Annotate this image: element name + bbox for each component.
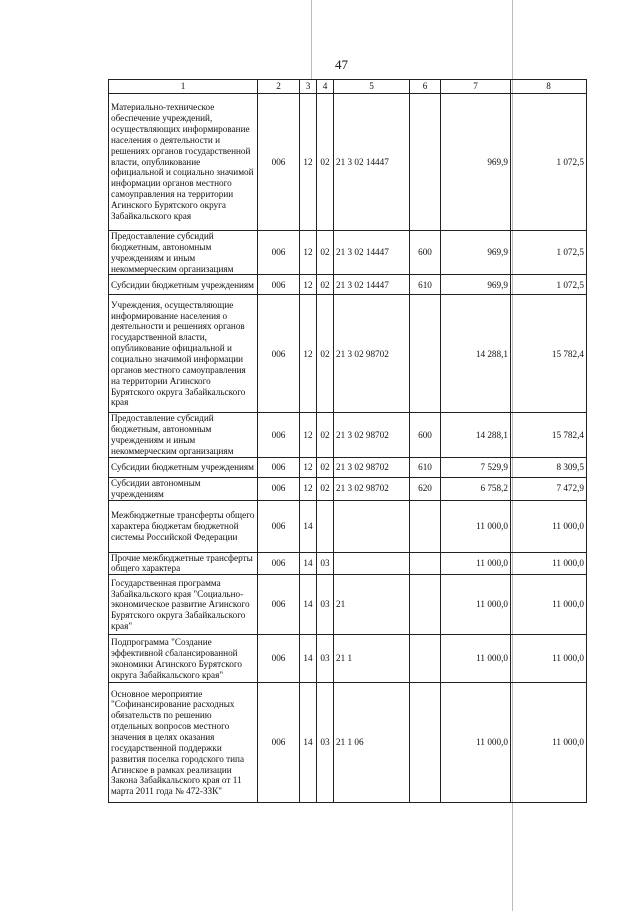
amount-year-2: 7 472,9 xyxy=(511,477,587,500)
expense-type-code: 610 xyxy=(410,457,441,477)
subsection-code xyxy=(317,500,334,552)
section-code: 12 xyxy=(300,295,317,413)
grbs-code: 006 xyxy=(258,552,300,575)
amount-year-1: 11 000,0 xyxy=(441,500,511,552)
table-row xyxy=(109,231,587,275)
target-article-code: 21 xyxy=(334,575,410,635)
table-row xyxy=(109,413,587,457)
row-name: Прочие межбюджетные трансферты общего характера xyxy=(109,552,258,575)
subsection-code: 02 xyxy=(317,295,334,413)
grbs-code: 006 xyxy=(258,275,300,295)
grbs-code: 006 xyxy=(258,457,300,477)
amount-year-2: 1 072,5 xyxy=(511,275,587,295)
section-code: 14 xyxy=(300,500,317,552)
amount-year-1: 969,9 xyxy=(441,94,511,231)
row-name: Предоставление субсидий бюджетным, автономным учреждениям и иным некоммерческим организациям xyxy=(109,231,258,275)
scan-edge-line xyxy=(311,0,312,80)
section-code: 12 xyxy=(300,94,317,231)
table-row xyxy=(109,552,587,575)
subsection-code: 03 xyxy=(317,552,334,575)
section-code: 12 xyxy=(300,231,317,275)
expense-type-code xyxy=(410,500,441,552)
row-name: Субсидии автономным учреждениям xyxy=(109,477,258,500)
amount-year-2: 1 072,5 xyxy=(511,94,587,231)
budget-table xyxy=(108,79,587,803)
row-name: Субсидии бюджетным учреждениям xyxy=(109,275,258,295)
grbs-code: 006 xyxy=(258,413,300,457)
subsection-code: 03 xyxy=(317,575,334,635)
amount-year-2: 11 000,0 xyxy=(511,552,587,575)
amount-year-2: 15 782,4 xyxy=(511,295,587,413)
subsection-code: 02 xyxy=(317,413,334,457)
target-article-code: 21 3 02 98702 xyxy=(334,295,410,413)
grbs-code: 006 xyxy=(258,683,300,803)
subsection-code: 02 xyxy=(317,94,334,231)
section-code: 14 xyxy=(300,635,317,683)
table-row xyxy=(109,635,587,683)
target-article-code: 21 3 02 14447 xyxy=(334,275,410,295)
amount-year-2: 8 309,5 xyxy=(511,457,587,477)
row-name: Материально-техническое обеспечение учреждений, осуществляющих информирование населения о деятельности и решениях органов государственной власти, опубликование официальной и социально значимой информации органов местного самоуправления на территории Агинского Бурятского округа Забайкальского края xyxy=(109,94,258,231)
target-article-code: 21 3 02 98702 xyxy=(334,477,410,500)
target-article-code: 21 1 xyxy=(334,635,410,683)
section-code: 12 xyxy=(300,457,317,477)
expense-type-code xyxy=(410,295,441,413)
section-code: 14 xyxy=(300,552,317,575)
column-header: 2 xyxy=(258,80,300,94)
amount-year-1: 14 288,1 xyxy=(441,413,511,457)
expense-type-code: 600 xyxy=(410,231,441,275)
row-name: Межбюджетные трансферты общего характера бюджетам бюджетной системы Российской Федерации xyxy=(109,500,258,552)
section-code: 12 xyxy=(300,275,317,295)
column-number-row xyxy=(109,80,587,94)
row-name: Основное мероприятие "Софинансирование расходных обязательств по решению отдельных вопросов местного значения в целях оказания государственной поддержки развития поселка городского типа Агинское в рамках реализации Закона Забайкальского края от 11 марта 2011 года № 472-ЗЗК" xyxy=(109,683,258,803)
subsection-code: 02 xyxy=(317,275,334,295)
column-header: 7 xyxy=(441,80,511,94)
target-article-code xyxy=(334,500,410,552)
grbs-code: 006 xyxy=(258,635,300,683)
table-row xyxy=(109,575,587,635)
column-header: 8 xyxy=(511,80,587,94)
section-code: 14 xyxy=(300,575,317,635)
section-code: 14 xyxy=(300,683,317,803)
table-row xyxy=(109,457,587,477)
expense-type-code: 600 xyxy=(410,413,441,457)
amount-year-2: 15 782,4 xyxy=(511,413,587,457)
column-header: 5 xyxy=(334,80,410,94)
amount-year-1: 6 758,2 xyxy=(441,477,511,500)
expense-type-code xyxy=(410,635,441,683)
subsection-code: 02 xyxy=(317,477,334,500)
row-name: Государственная программа Забайкальского края "Социально-экономическое развитие Агинского Бурятского округа Забайкальского края" xyxy=(109,575,258,635)
table-row xyxy=(109,94,587,231)
subsection-code: 03 xyxy=(317,635,334,683)
row-name: Предоставление субсидий бюджетным, автономным учреждениям и иным некоммерческим организациям xyxy=(109,413,258,457)
column-header: 1 xyxy=(109,80,258,94)
expense-type-code xyxy=(410,575,441,635)
section-code: 12 xyxy=(300,477,317,500)
subsection-code: 03 xyxy=(317,683,334,803)
amount-year-2: 1 072,5 xyxy=(511,231,587,275)
page-number: 47 xyxy=(335,57,348,72)
grbs-code: 006 xyxy=(258,94,300,231)
row-name: Субсидии бюджетным учреждениям xyxy=(109,457,258,477)
expense-type-code xyxy=(410,94,441,231)
target-article-code xyxy=(334,552,410,575)
target-article-code: 21 3 02 98702 xyxy=(334,413,410,457)
row-name: Учреждения, осуществляющие информирование населения о деятельности и решениях органов государственной власти, опубликование официальной и социально значимой информации органов местного самоуправления на территории Агинского Бурятского округа Забайкальского края xyxy=(109,295,258,413)
grbs-code: 006 xyxy=(258,295,300,413)
table-row xyxy=(109,295,587,413)
amount-year-2: 11 000,0 xyxy=(511,575,587,635)
amount-year-1: 11 000,0 xyxy=(441,575,511,635)
grbs-code: 006 xyxy=(258,477,300,500)
target-article-code: 21 3 02 14447 xyxy=(334,231,410,275)
column-header: 4 xyxy=(317,80,334,94)
expense-type-code: 610 xyxy=(410,275,441,295)
table-row xyxy=(109,683,587,803)
amount-year-1: 11 000,0 xyxy=(441,552,511,575)
amount-year-1: 7 529,9 xyxy=(441,457,511,477)
amount-year-1: 11 000,0 xyxy=(441,683,511,803)
grbs-code: 006 xyxy=(258,575,300,635)
section-code: 12 xyxy=(300,413,317,457)
amount-year-1: 969,9 xyxy=(441,275,511,295)
column-header: 6 xyxy=(410,80,441,94)
grbs-code: 006 xyxy=(258,500,300,552)
table-row xyxy=(109,477,587,500)
amount-year-2: 11 000,0 xyxy=(511,683,587,803)
expense-type-code xyxy=(410,683,441,803)
expense-type-code xyxy=(410,552,441,575)
column-header: 3 xyxy=(300,80,317,94)
target-article-code: 21 3 02 14447 xyxy=(334,94,410,231)
table-row xyxy=(109,275,587,295)
amount-year-1: 11 000,0 xyxy=(441,635,511,683)
expense-type-code: 620 xyxy=(410,477,441,500)
subsection-code: 02 xyxy=(317,457,334,477)
subsection-code: 02 xyxy=(317,231,334,275)
row-name: Подпрограмма "Создание эффективной сбалансированной экономики Агинского Бурятского округа Забайкальского края" xyxy=(109,635,258,683)
amount-year-2: 11 000,0 xyxy=(511,635,587,683)
amount-year-1: 14 288,1 xyxy=(441,295,511,413)
target-article-code: 21 1 06 xyxy=(334,683,410,803)
grbs-code: 006 xyxy=(258,231,300,275)
table-row xyxy=(109,500,587,552)
amount-year-1: 969,9 xyxy=(441,231,511,275)
target-article-code: 21 3 02 98702 xyxy=(334,457,410,477)
amount-year-2: 11 000,0 xyxy=(511,500,587,552)
